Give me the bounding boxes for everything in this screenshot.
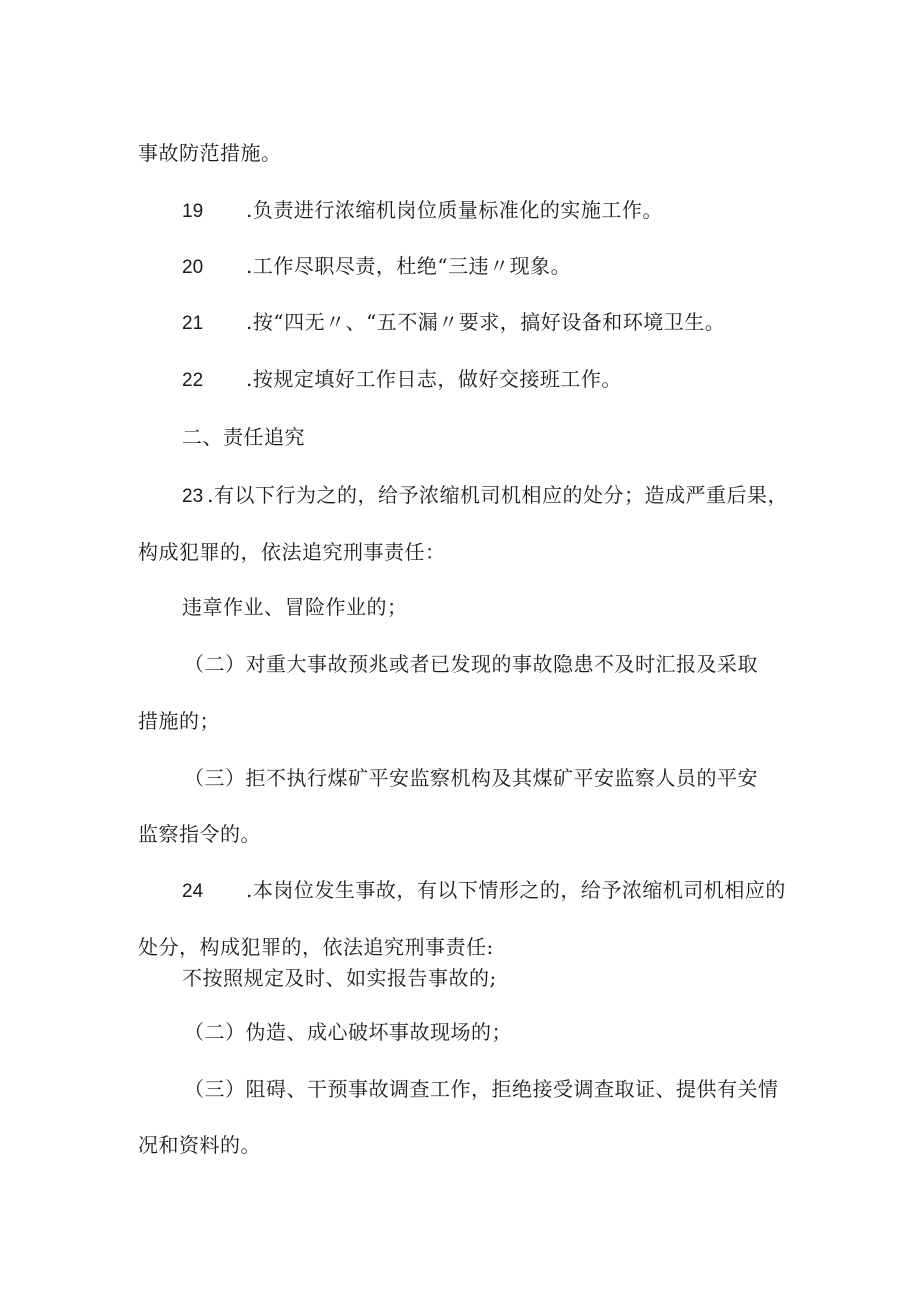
list-item-23 (182, 481, 788, 511)
section-heading: 二、责任追究 (182, 425, 305, 449)
list-item-24 (182, 876, 786, 906)
item-text: .按规定填好工作日志，做好交接班工作。 (246, 367, 622, 391)
text-line-continuation: 处分，构成犯罪的，依法追究刑事责任: (138, 935, 494, 959)
item-number: 19 (182, 201, 204, 222)
sub-item-3: （三）阻碍、干预事故调查工作，拒绝接受调查取证、提供有关情 (184, 1077, 779, 1101)
item-text: .负责进行浓缩机岗位质量标准化的实施工作。 (246, 198, 663, 222)
list-item-21 (182, 308, 725, 338)
item-text: .工作尽职尽责，杜绝“三违〃现象。 (246, 254, 572, 278)
sub-item-1: 不按照规定及时、如实报告事故的; (182, 966, 497, 990)
list-item-20 (182, 252, 571, 282)
item-text: .按“四无〃、“五不漏〃要求，搞好设备和环境卫生。 (246, 310, 726, 334)
text-line-continuation: 事故防范措施。 (138, 141, 282, 165)
item-number: 23 (182, 486, 204, 507)
item-text: .有以下行为之的，给予浓缩机司机相应的处分；造成严重后果， (207, 483, 788, 507)
text-line-continuation: 监察指令的。 (138, 822, 261, 846)
sub-item-1: 违章作业、冒险作业的； (182, 595, 408, 619)
sub-item-2: （二）对重大事故预兆或者已发现的事故隐患不及时汇报及采取 (184, 652, 758, 676)
sub-item-2: （二）伪造、成心破坏事故现场的； (184, 1020, 512, 1044)
item-number: 20 (182, 257, 204, 278)
list-item-22 (182, 365, 622, 395)
text-line-continuation: 措施的； (138, 709, 220, 733)
sub-item-3: （三）拒不执行煤矿平安监察机构及其煤矿平安监察人员的平安 (184, 766, 758, 790)
item-number: 22 (182, 370, 204, 391)
list-item-19 (182, 196, 663, 226)
text-line-continuation: 构成犯罪的，依法追究刑事责任： (138, 540, 446, 564)
item-number: 24 (182, 881, 204, 902)
text-line-continuation: 况和资料的。 (138, 1133, 261, 1157)
item-text: .本岗位发生事故，有以下情形之的，给予浓缩机司机相应的 (246, 878, 786, 902)
item-number: 21 (182, 313, 204, 334)
